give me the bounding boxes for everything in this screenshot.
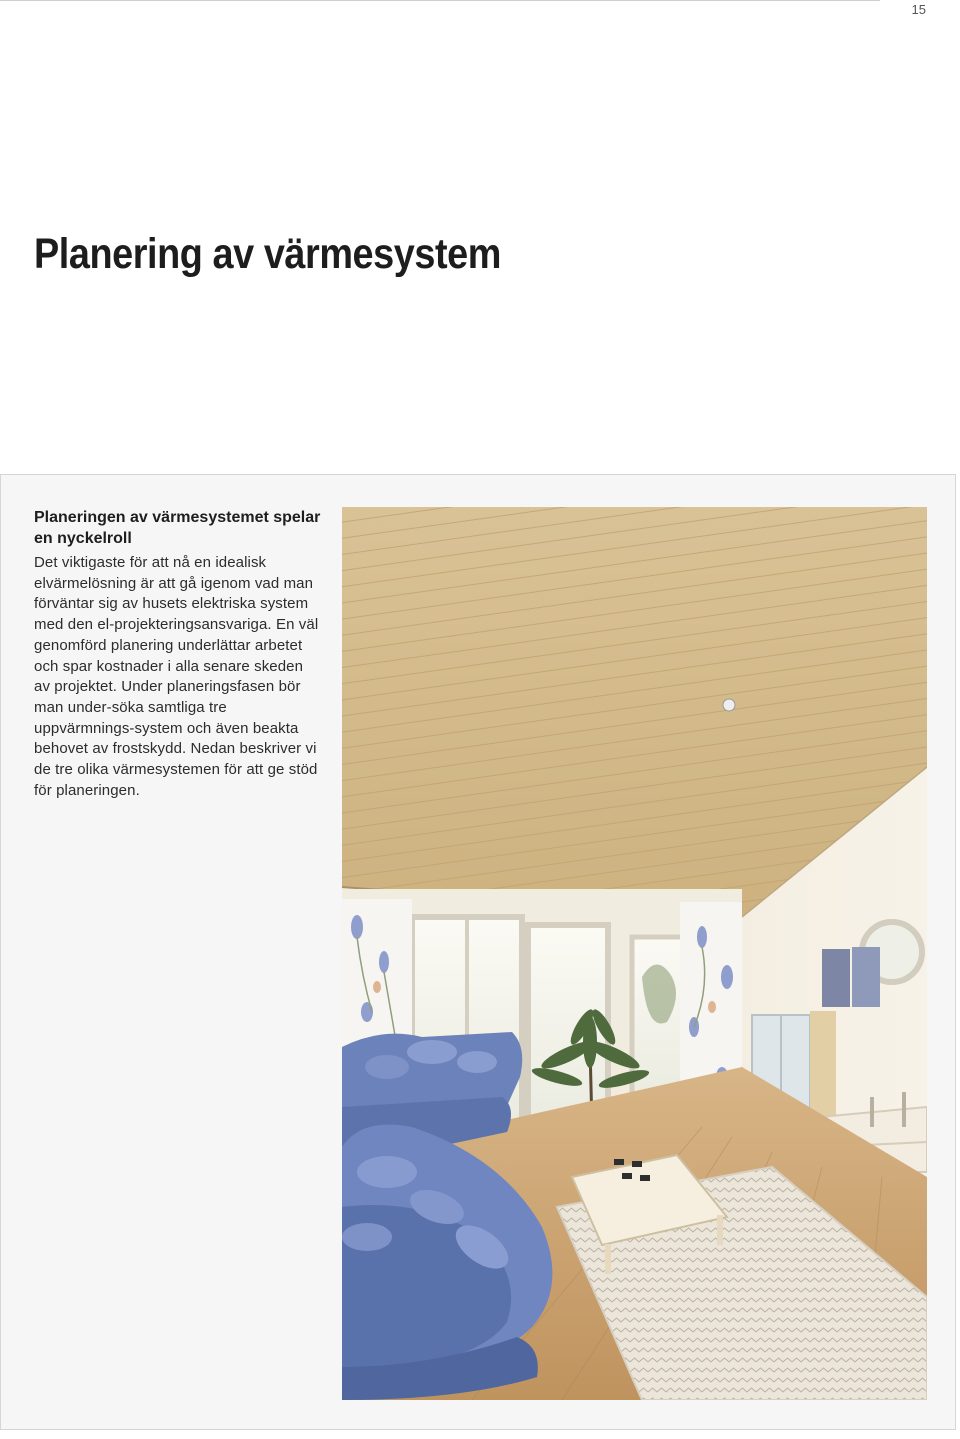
page-number: 15 [911,2,926,17]
page-title: Planering av värmesystem [34,230,501,278]
section-heading: Planeringen av värmesystemet spelar en nyckelroll [34,509,321,547]
body-text: Det viktigaste för att nå en idealisk elvärmelösning är att gå igenom vad man förväntar sig av husets elektriska system med den el-projekteringsansvariga. En väl genomförd planering underlättar arbetet och spar kostnader i alla senare skeden av projektet. Under planeringsfasen bör man under-söka samtliga tre uppvärmnings-system och även beakta behovet av frostskydd. Nedan beskriver vi de tre olika värmesystemen för att ge stöd för planeringen. [34,554,319,799]
top-rule [0,0,880,1]
living-room-photo [342,507,927,1400]
